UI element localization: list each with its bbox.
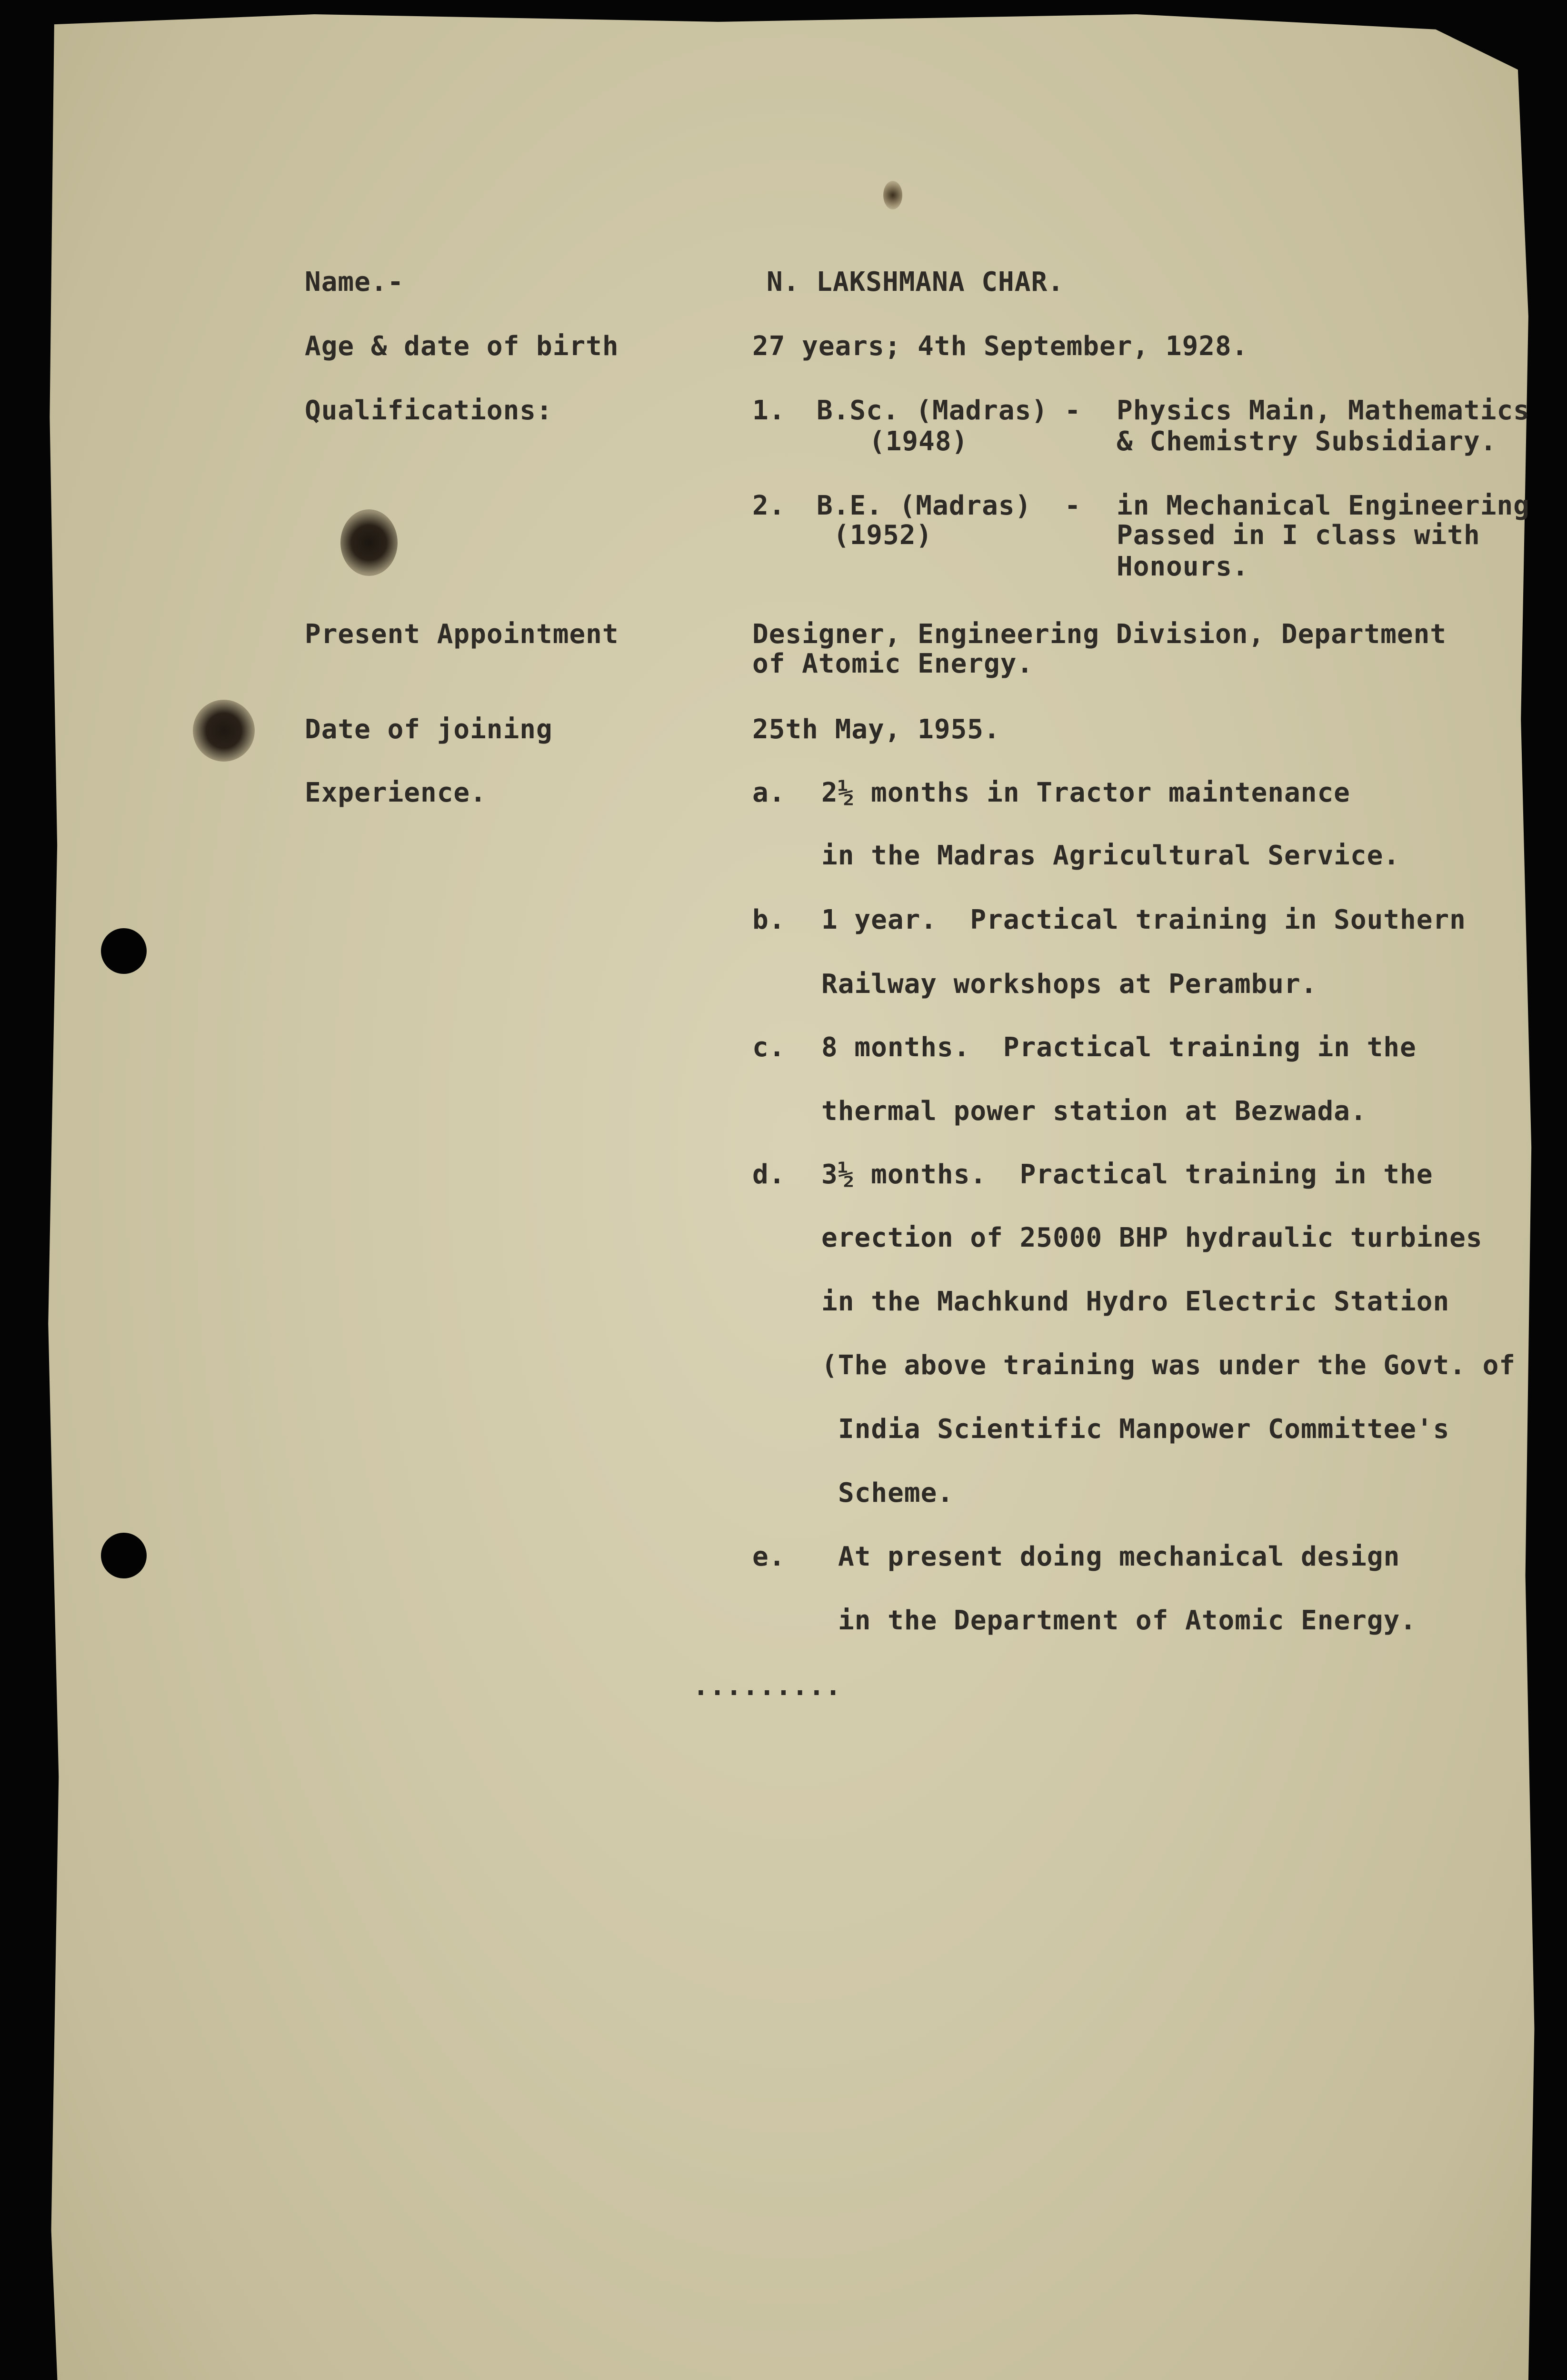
age-label: Age & date of birth [305, 331, 619, 362]
experience-letter: e. [752, 1541, 786, 1572]
experience-line: in the Madras Agricultural Service. [821, 840, 1400, 871]
experience-letter: d. [752, 1159, 786, 1190]
experience-line: 2½ months in Tractor maintenance [821, 777, 1350, 808]
name-value: N. LAKSHMANA CHAR. [767, 267, 1064, 298]
appointment-value: Designer, Engineering Division, Department [752, 619, 1447, 650]
qualification-number: 1. [752, 395, 786, 426]
qualification-desc: in Mechanical Engineering [1117, 490, 1530, 521]
experience-line: (The above training was under the Govt. of [821, 1350, 1516, 1381]
experience-letter: c. [752, 1032, 786, 1063]
experience-line: in the Department of Atomic Energy. [838, 1605, 1417, 1636]
ink-stain [340, 509, 398, 576]
experience-letter: b. [752, 904, 786, 935]
joining-label: Date of joining [305, 714, 553, 745]
qualification-year: (1948) [869, 426, 968, 457]
paper-sheet [45, 14, 1540, 2380]
appointment-label: Present Appointment [305, 619, 619, 650]
punch-hole [101, 928, 147, 974]
punch-hole [101, 1533, 147, 1578]
experience-label: Experience. [305, 777, 487, 808]
ink-stain [883, 181, 902, 209]
experience-line: At present doing mechanical design [838, 1541, 1400, 1572]
experience-letter: a. [752, 777, 786, 808]
ink-stain [193, 700, 255, 762]
name-label: Name.- [305, 267, 404, 298]
qualification-desc: Physics Main, Mathematics [1117, 395, 1530, 426]
age-value: 27 years; 4th September, 1928. [752, 331, 1248, 362]
qualifications-label: Qualifications: [305, 395, 553, 426]
qualification-desc: Passed in I class with [1117, 520, 1480, 551]
joining-value: 25th May, 1955. [752, 714, 1000, 745]
experience-line: 8 months. Practical training in the [821, 1032, 1417, 1063]
experience-line: erection of 25000 BHP hydraulic turbines [821, 1222, 1483, 1253]
experience-line: in the Machkund Hydro Electric Station [821, 1286, 1450, 1317]
experience-line: Scheme. [838, 1478, 954, 1508]
experience-line: 3½ months. Practical training in the [821, 1159, 1433, 1190]
qualification-degree: B.Sc. (Madras) - [817, 395, 1081, 426]
experience-line: India Scientific Manpower Committee's [838, 1414, 1450, 1445]
qualification-desc: & Chemistry Subsidiary. [1117, 426, 1497, 457]
experience-line: Railway workshops at Perambur. [821, 969, 1317, 1000]
qualification-number: 2. [752, 490, 786, 521]
appointment-value: of Atomic Energy. [752, 648, 1034, 679]
end-mark: ......... [693, 1671, 842, 1702]
qualification-desc: Honours. [1117, 551, 1249, 582]
experience-line: thermal power station at Bezwada. [821, 1096, 1367, 1127]
qualification-year: (1952) [833, 520, 933, 551]
qualification-degree: B.E. (Madras) - [817, 490, 1081, 521]
experience-line: 1 year. Practical training in Southern [821, 904, 1466, 935]
